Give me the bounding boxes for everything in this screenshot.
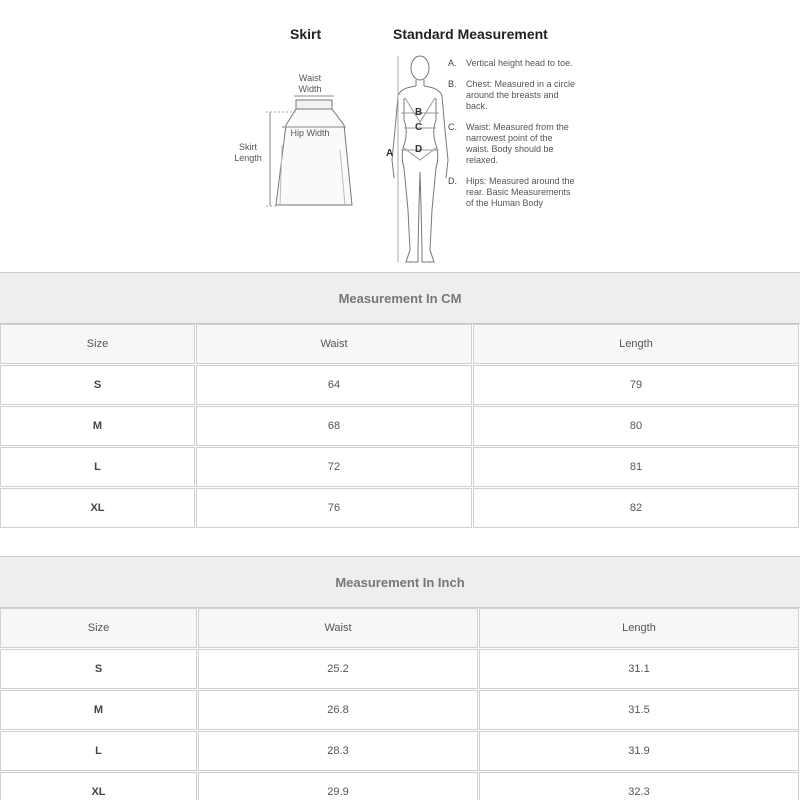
table-row: [0, 690, 800, 731]
size-cell: M: [0, 406, 195, 446]
waist-cell: 72: [196, 447, 472, 487]
header-waist: Waist: [196, 324, 472, 364]
waist-cell: 28.3: [198, 731, 478, 771]
figure-right-leg: [420, 98, 438, 262]
table-row: [0, 365, 800, 406]
cm-table-title: Measurement In CM: [0, 272, 800, 324]
table-row: [0, 406, 800, 447]
letter-d: D: [415, 144, 423, 155]
waist-cell: 29.9: [198, 772, 478, 800]
table-row: [0, 772, 800, 800]
cm-size-table: [0, 272, 800, 529]
skirt-waistband: [296, 100, 332, 109]
inch-table-title: Measurement In Inch: [0, 556, 800, 608]
table-row: [0, 447, 800, 488]
measurement-diagram: [0, 0, 800, 270]
header-length: Length: [479, 608, 799, 648]
length-cell: 81: [473, 447, 799, 487]
table-row: [0, 488, 800, 529]
letter-c: C: [415, 122, 423, 133]
skirt-illustration: [266, 96, 352, 206]
header-size: Size: [0, 324, 195, 364]
waist-cell: 64: [196, 365, 472, 405]
size-cell: S: [0, 649, 197, 689]
length-cell: 80: [473, 406, 799, 446]
human-figure: [392, 56, 448, 262]
skirt-length-label: Skirt Length: [234, 142, 262, 163]
length-cell: 31.1: [479, 649, 799, 689]
hip-width-label: Hip Width: [290, 128, 330, 138]
size-cell: S: [0, 365, 195, 405]
header-length: Length: [473, 324, 799, 364]
waist-cell: 25.2: [198, 649, 478, 689]
letter-b: B: [415, 107, 423, 118]
size-cell: XL: [0, 488, 195, 528]
inch-table-header-row: [0, 608, 800, 649]
length-cell: 31.9: [479, 731, 799, 771]
definition-c: C. Waist: Measured from the narrowest point of the waist. Body should be relaxed.: [448, 122, 569, 165]
definition-a: A. Vertical height head to toe.: [448, 58, 573, 68]
length-cell: 79: [473, 365, 799, 405]
table-row: [0, 731, 800, 772]
waist-cell: 26.8: [198, 690, 478, 730]
header-waist: Waist: [198, 608, 478, 648]
size-cell: XL: [0, 772, 197, 800]
definition-b: B. Chest: Measured in a circle around the breasts and back.: [448, 79, 576, 111]
header-size: Size: [0, 608, 197, 648]
letter-a: A: [386, 148, 394, 159]
waist-cell: 68: [196, 406, 472, 446]
measurement-definitions: [448, 58, 578, 219]
length-cell: 82: [473, 488, 799, 528]
figure-head: [411, 56, 429, 80]
size-cell: M: [0, 690, 197, 730]
inch-size-table: [0, 556, 800, 800]
definition-d: D. Hips: Measured around the rear. Basic Measurements of the Human Body: [448, 176, 575, 208]
length-cell: 31.5: [479, 690, 799, 730]
table-row: [0, 649, 800, 690]
standard-measurement-title: Standard Measurement: [393, 26, 548, 42]
waist-cell: 76: [196, 488, 472, 528]
cm-table-header-row: [0, 324, 800, 365]
skirt-title: Skirt: [290, 26, 322, 42]
size-cell: L: [0, 731, 197, 771]
length-cell: 32.3: [479, 772, 799, 800]
waist-width-label: Waist Width: [298, 73, 322, 94]
size-cell: L: [0, 447, 195, 487]
